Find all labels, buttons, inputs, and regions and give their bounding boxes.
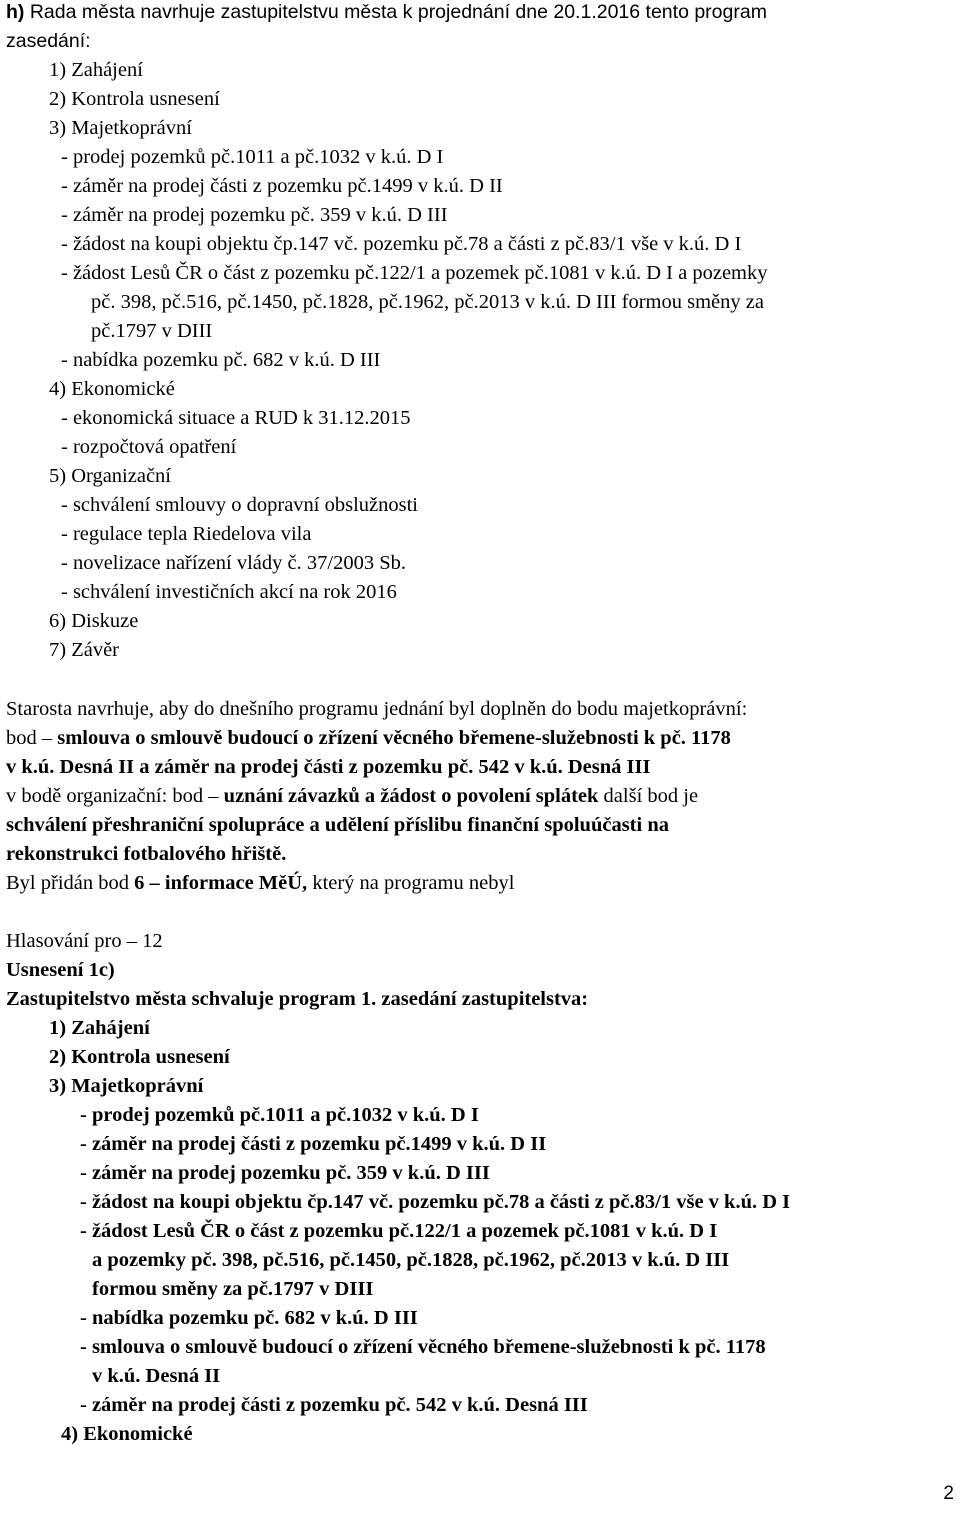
approved-subitem: - žádost Lesů ČR o část z pozemku pč.122/1 a pozemek pč.1081 v k.ú. D I	[80, 1220, 718, 1242]
approved-subitem: - prodej pozemků pč.1011 a pč.1032 v k.ú. D I	[80, 1104, 479, 1126]
text-regular: bod –	[6, 727, 58, 749]
mayor-paragraph-line: schválení přeshraniční spolupráce a udělení příslibu finanční spoluúčasti na	[6, 814, 669, 836]
approved-subitem-cont: formou směny za pč.1797 v DIII	[92, 1278, 374, 1300]
agenda-subitem: - regulace tepla Riedelova vila	[61, 523, 312, 545]
resolution-label: Usnesení 1c)	[6, 959, 115, 981]
mayor-paragraph-line: Starosta navrhuje, aby do dnešního programu jednání byl doplněn do bodu majetkoprávní:	[6, 698, 748, 720]
agenda-subitem: - nabídka pozemku pč. 682 v k.ú. D III	[61, 349, 381, 371]
text-regular: další bod je	[598, 785, 699, 807]
text-bold: uznání závazků a žádost o povolení splátek	[223, 785, 599, 807]
mayor-paragraph-line: v k.ú. Desná II a záměr na prodej části z pozemku pč. 542 v k.ú. Desná III	[6, 756, 651, 778]
approved-subitem: - smlouva o smlouvě budoucí o zřízení věcného břemene-služebnosti k pč. 1178	[80, 1336, 766, 1358]
approved-item: 2) Kontrola usnesení	[49, 1046, 230, 1068]
agenda-item: 2) Kontrola usnesení	[49, 88, 220, 110]
text-bold: smlouva o smlouvě budoucí o zřízení věcného břemene-služebnosti k pč. 1178	[57, 727, 731, 749]
text-regular: Byl přidán bod	[6, 872, 135, 894]
text-regular: který na programu nebyl	[307, 872, 515, 894]
agenda-subitem-cont: pč. 398, pč.516, pč.1450, pč.1828, pč.1962, pč.2013 v k.ú. D III formou směny za	[91, 291, 764, 313]
mayor-paragraph-line	[6, 871, 514, 895]
agenda-subitem: - prodej pozemků pč.1011 a pč.1032 v k.ú. D I	[61, 146, 444, 168]
approved-item: 4) Ekonomické	[61, 1423, 193, 1445]
approved-subitem-cont: v k.ú. Desná II	[92, 1365, 221, 1387]
agenda-subitem: - novelizace nařízení vlády č. 37/2003 Sb.	[61, 552, 406, 574]
approved-subitem: - záměr na prodej části z pozemku pč.1499 v k.ú. D II	[80, 1133, 547, 1155]
agenda-item: 7) Závěr	[49, 639, 119, 661]
agenda-subitem: - záměr na prodej pozemku pč. 359 v k.ú. D III	[61, 204, 448, 226]
section-label: h)	[6, 1, 25, 23]
section-h-heading	[6, 0, 767, 24]
agenda-item: 6) Diskuze	[49, 610, 139, 632]
approved-subitem-cont: a pozemky pč. 398, pč.516, pč.1450, pč.1828, pč.1962, pč.2013 v k.ú. D III	[92, 1249, 730, 1271]
approved-item: 1) Zahájení	[49, 1017, 150, 1039]
page-number: 2	[943, 1483, 954, 1504]
agenda-item: 4) Ekonomické	[49, 378, 175, 400]
agenda-subitem: - žádost Lesů ČR o část z pozemku pč.122/1 a pozemek pč.1081 v k.ú. D I a pozemky	[61, 262, 768, 284]
text-regular: v bodě organizační: bod –	[6, 785, 224, 807]
approved-subitem: - žádost na koupi objektu čp.147 vč. pozemku pč.78 a části z pč.83/1 vše v k.ú. D I	[80, 1191, 791, 1213]
mayor-paragraph-line: rekonstrukci fotbalového hřiště.	[6, 843, 287, 865]
text-bold: 6 – informace MěÚ,	[134, 872, 308, 894]
resolution-text: Zastupitelstvo města schvaluje program 1. zasedání zastupitelstva:	[6, 988, 589, 1010]
agenda-subitem: - žádost na koupi objektu čp.147 vč. pozemku pč.78 a části z pč.83/1 vše v k.ú. D I	[61, 233, 742, 255]
approved-subitem: - nabídka pozemku pč. 682 v k.ú. D III	[80, 1307, 418, 1329]
approved-subitem: - záměr na prodej části z pozemku pč. 542 v k.ú. Desná III	[80, 1394, 588, 1416]
vote-result: Hlasování pro – 12	[6, 930, 163, 952]
agenda-item: 1) Zahájení	[49, 59, 143, 81]
agenda-subitem: - rozpočtová opatření	[61, 436, 237, 458]
agenda-subitem-cont: pč.1797 v DIII	[91, 320, 213, 342]
section-intro-cont: zasedání:	[6, 30, 91, 52]
agenda-subitem: - schválení smlouvy o dopravní obslužnosti	[61, 494, 418, 516]
agenda-item: 5) Organizační	[49, 465, 171, 487]
agenda-subitem: - záměr na prodej části z pozemku pč.1499 v k.ú. D II	[61, 175, 503, 197]
agenda-subitem: - ekonomická situace a RUD k 31.12.2015	[61, 407, 411, 429]
agenda-item: 3) Majetkoprávní	[49, 117, 192, 139]
approved-item: 3) Majetkoprávní	[49, 1075, 204, 1097]
agenda-subitem: - schválení investičních akcí na rok 2016	[61, 581, 397, 603]
approved-subitem: - záměr na prodej pozemku pč. 359 v k.ú. D III	[80, 1162, 490, 1184]
section-intro: Rada města navrhuje zastupitelstvu města k projednání dne 20.1.2016 tento program	[24, 1, 767, 23]
mayor-paragraph-line	[6, 784, 698, 808]
mayor-paragraph-line	[6, 726, 731, 750]
